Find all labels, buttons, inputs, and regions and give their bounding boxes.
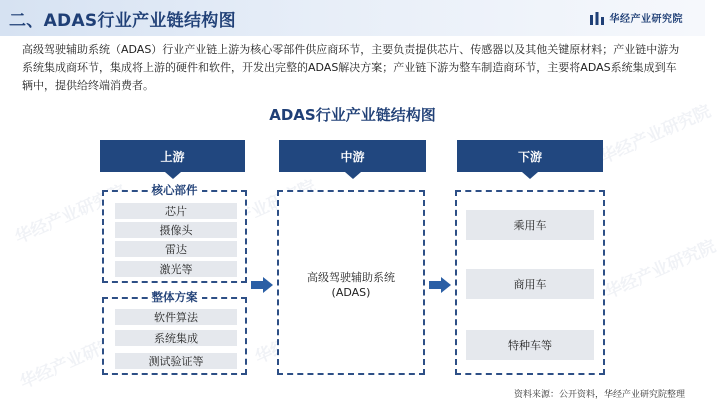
list-item: 乘用车: [466, 210, 594, 240]
intro-paragraph: 高级驾驶辅助系统（ADAS）行业产业链上游为核心零部件供应商环节，主要负责提供芯片、传感器以及其他关键原材料；产业链中游为系统集成商环节，集成将上游的硬件和软件，开发出完整的ADAS解决方案；产业链下游为整车制造商环节，主要将ADAS系统集成到车辆中，提供给终端消费者。: [22, 43, 680, 92]
stage-header-upstream: [100, 140, 245, 172]
midstream-line-1: 高级驾驶辅助系统: [307, 271, 395, 284]
stage-label-upstream: 上游: [160, 149, 185, 164]
arrow-right-icon: [429, 277, 451, 293]
header-bar: [0, 0, 705, 36]
arrow-right-icon: [251, 277, 273, 293]
list-item: 商用车: [466, 269, 594, 299]
source-note: 资料来源：公开资料，华经产业研究院整理: [513, 390, 685, 400]
list-item: 软件算法: [115, 309, 237, 325]
list-item: 摄像头: [115, 222, 237, 238]
brand: [589, 10, 684, 25]
stage-label-downstream: 下游: [517, 149, 542, 164]
list-item: 芯片: [115, 203, 237, 219]
group-label: 核心部件: [104, 182, 245, 198]
watermark: 华经产业研究院: [597, 101, 714, 169]
stage-header-downstream: [457, 140, 603, 172]
group-label: 整体方案: [104, 289, 245, 305]
midstream-box: [277, 190, 425, 375]
list-item: 激光等: [115, 261, 237, 277]
midstream-content: [279, 270, 423, 300]
list-item: 雷达: [115, 241, 237, 257]
downstream-box: [455, 190, 605, 375]
watermark: 华经产业研究院: [202, 176, 319, 244]
page-title: 二、ADAS行业产业链结构图: [9, 11, 236, 31]
watermark: 华经产业研究院: [17, 326, 134, 394]
list-item: 测试验证等: [115, 353, 237, 369]
list-item: 系统集成: [115, 330, 237, 346]
stage-header-midstream: [279, 140, 426, 172]
bar-logo-icon: [589, 11, 605, 25]
midstream-line-2: (ADAS): [331, 286, 371, 299]
stage-label-midstream: 中游: [340, 149, 365, 164]
watermark: 华经产业研究院: [12, 181, 129, 249]
brand-name: 华经产业研究院: [609, 14, 683, 25]
list-item: 特种车等: [466, 330, 594, 360]
watermark: 华经产业研究院: [602, 236, 719, 304]
diagram-title: ADAS行业产业链结构图: [269, 106, 436, 124]
upstream-group-core: [102, 183, 247, 283]
upstream-group-solution: [102, 290, 247, 375]
